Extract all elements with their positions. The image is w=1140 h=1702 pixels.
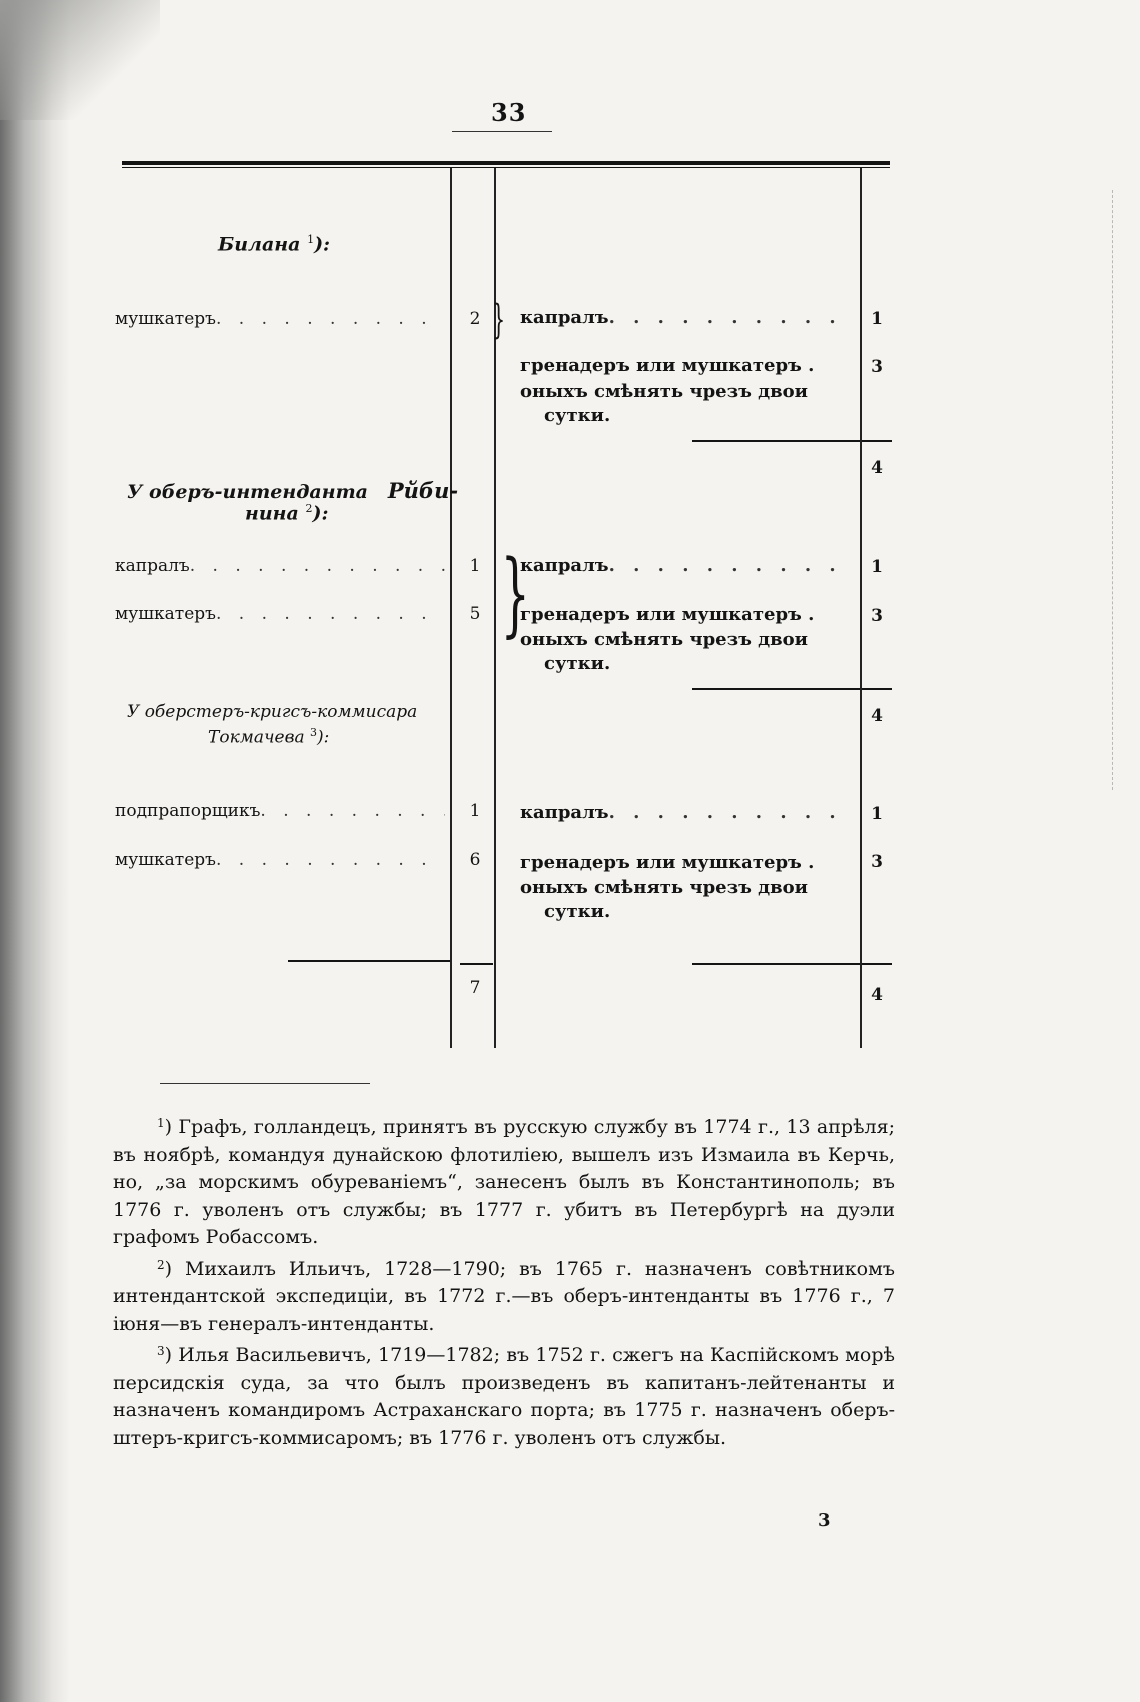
section-2-left-row-1: [115, 556, 445, 576]
section-2-brace: }: [500, 540, 530, 647]
section-3-left-total-rule: [460, 963, 493, 965]
section-1-right-num-1: 1: [871, 309, 883, 329]
section-3-left-row-1: [115, 801, 445, 821]
section-1-left-num-1: 2: [469, 309, 481, 329]
section-3-left-total: 7: [469, 978, 481, 998]
section-2-right-row-2: гренадеръ или мушкатеръ .: [520, 604, 815, 625]
table-top-rule: [122, 161, 890, 165]
section-2-left-num-1: 1: [469, 556, 481, 576]
footnote-3: $^3$) Илья Васильевичъ, 1719—1782; въ 1752 г. сжегъ на Каспійскомъ морѣ персидскія суда, за что былъ произведенъ въ капитанъ-лейтенанты и назначенъ командиромъ Астраханскаго порта; въ 1775 г. назначенъ оберъ-штеръ-кригсъ-коммисаромъ; въ 1776 г. уволенъ отъ службы.: [113, 1344, 895, 1449]
scan-shadow: [0, 0, 70, 1702]
section-2-left-num-2: 5: [469, 604, 481, 624]
footnote-2: $^2$) Михаилъ Ильичъ, 1728—1790; въ 1765 г. назначенъ совѣтникомъ интендантской экспедиціи, въ 1772 г.—въ оберъ-интенданты въ 1776 г., 7 іюня—въ генералъ-интенданты.: [113, 1257, 895, 1335]
footnote-rule: [160, 1083, 370, 1084]
section-1-right-row-2: гренадеръ или мушкатеръ .: [520, 355, 815, 376]
section-3-note: оныхъ смѣнять чрезъ двои сутки.: [520, 877, 809, 922]
section-3-left-row-2: [115, 850, 445, 870]
section-3-right-num-1: 1: [871, 804, 883, 824]
section-2-right-total: 4: [871, 706, 883, 726]
section-1-right-sum-rule: [692, 440, 860, 442]
section-1-brace: }: [492, 297, 506, 343]
section-3-right-row-2: гренадеръ или мушкатеръ .: [520, 852, 815, 873]
section-3-title: У оберстеръ-кригсъ-коммисара: [127, 702, 418, 722]
footnote-1: $^1$) Графъ, голландецъ, принятъ въ русскую службу въ 1774 г., 13 апрѣля; въ ноябрѣ, командуя дунайскою флотиліею, вышелъ изъ Измаила въ Керчь, но, „за морскимъ обуреваніемъ“, занесенъ былъ въ Константинополь; въ 1776 г. уволенъ отъ службы; въ 1777 г. убитъ въ Петербургѣ на дуэли графомъ Робассомъ.: [113, 1116, 895, 1248]
section-3-right-total: 4: [871, 985, 883, 1005]
row-label: капралъ: [520, 555, 609, 576]
page-number-rule: [452, 131, 552, 132]
table-top-rule-thin: [122, 167, 890, 168]
section-2-title: У оберъ-интенданта Рйби-: [127, 478, 459, 503]
section-2-right-row-1: [520, 555, 840, 576]
section-2-note: оныхъ смѣнять чрезъ двои сутки.: [520, 629, 809, 674]
row-label: капралъ: [520, 307, 609, 328]
section-3-title-line2: Токмачева $^3$):: [208, 726, 330, 748]
section-1-total-rule: [862, 440, 892, 442]
footnotes: [113, 1110, 895, 1452]
section-2-left-row-2: [115, 604, 445, 624]
row-label: мушкатеръ: [115, 309, 216, 329]
section-3-right-row-1: [520, 802, 840, 823]
page-number: 33: [491, 98, 527, 127]
section-2-right-num-2: 3: [871, 606, 883, 626]
section-3-left-num-2: 6: [469, 850, 481, 870]
section-2-right-num-1: 1: [871, 557, 883, 577]
scan-edge-mark: [1112, 190, 1114, 790]
section-1-right-num-2: 3: [871, 357, 883, 377]
section-3-left-num-1: 1: [469, 801, 481, 821]
row-label: мушкатеръ: [115, 850, 216, 870]
section-2-right-sum-rule: [692, 688, 860, 690]
section-1-right-total: 4: [871, 458, 883, 478]
section-1-title: Билана $^1$):: [218, 233, 331, 256]
section-3-right-num-2: 3: [871, 852, 883, 872]
row-label: капралъ: [520, 802, 609, 823]
section-1-note: оныхъ смѣнять чрезъ двои сутки.: [520, 381, 809, 426]
row-label: капралъ: [115, 556, 190, 576]
section-2-title-line2: нина $^2$):: [245, 502, 329, 525]
row-label: мушкатеръ: [115, 604, 216, 624]
signature-mark: 3: [818, 1510, 831, 1531]
section-3-total-rule: [862, 963, 892, 965]
section-1-left-row-1: [115, 309, 445, 329]
row-label: подпрапорщикъ: [115, 801, 261, 821]
section-3-left-sum-rule: [288, 960, 450, 962]
section-1-right-row-1: [520, 307, 840, 328]
section-3-right-sum-rule: [692, 963, 860, 965]
section-2-total-rule: [862, 688, 892, 690]
column-rule-1: [450, 168, 452, 1048]
scan-shadow-corner: [0, 0, 160, 120]
